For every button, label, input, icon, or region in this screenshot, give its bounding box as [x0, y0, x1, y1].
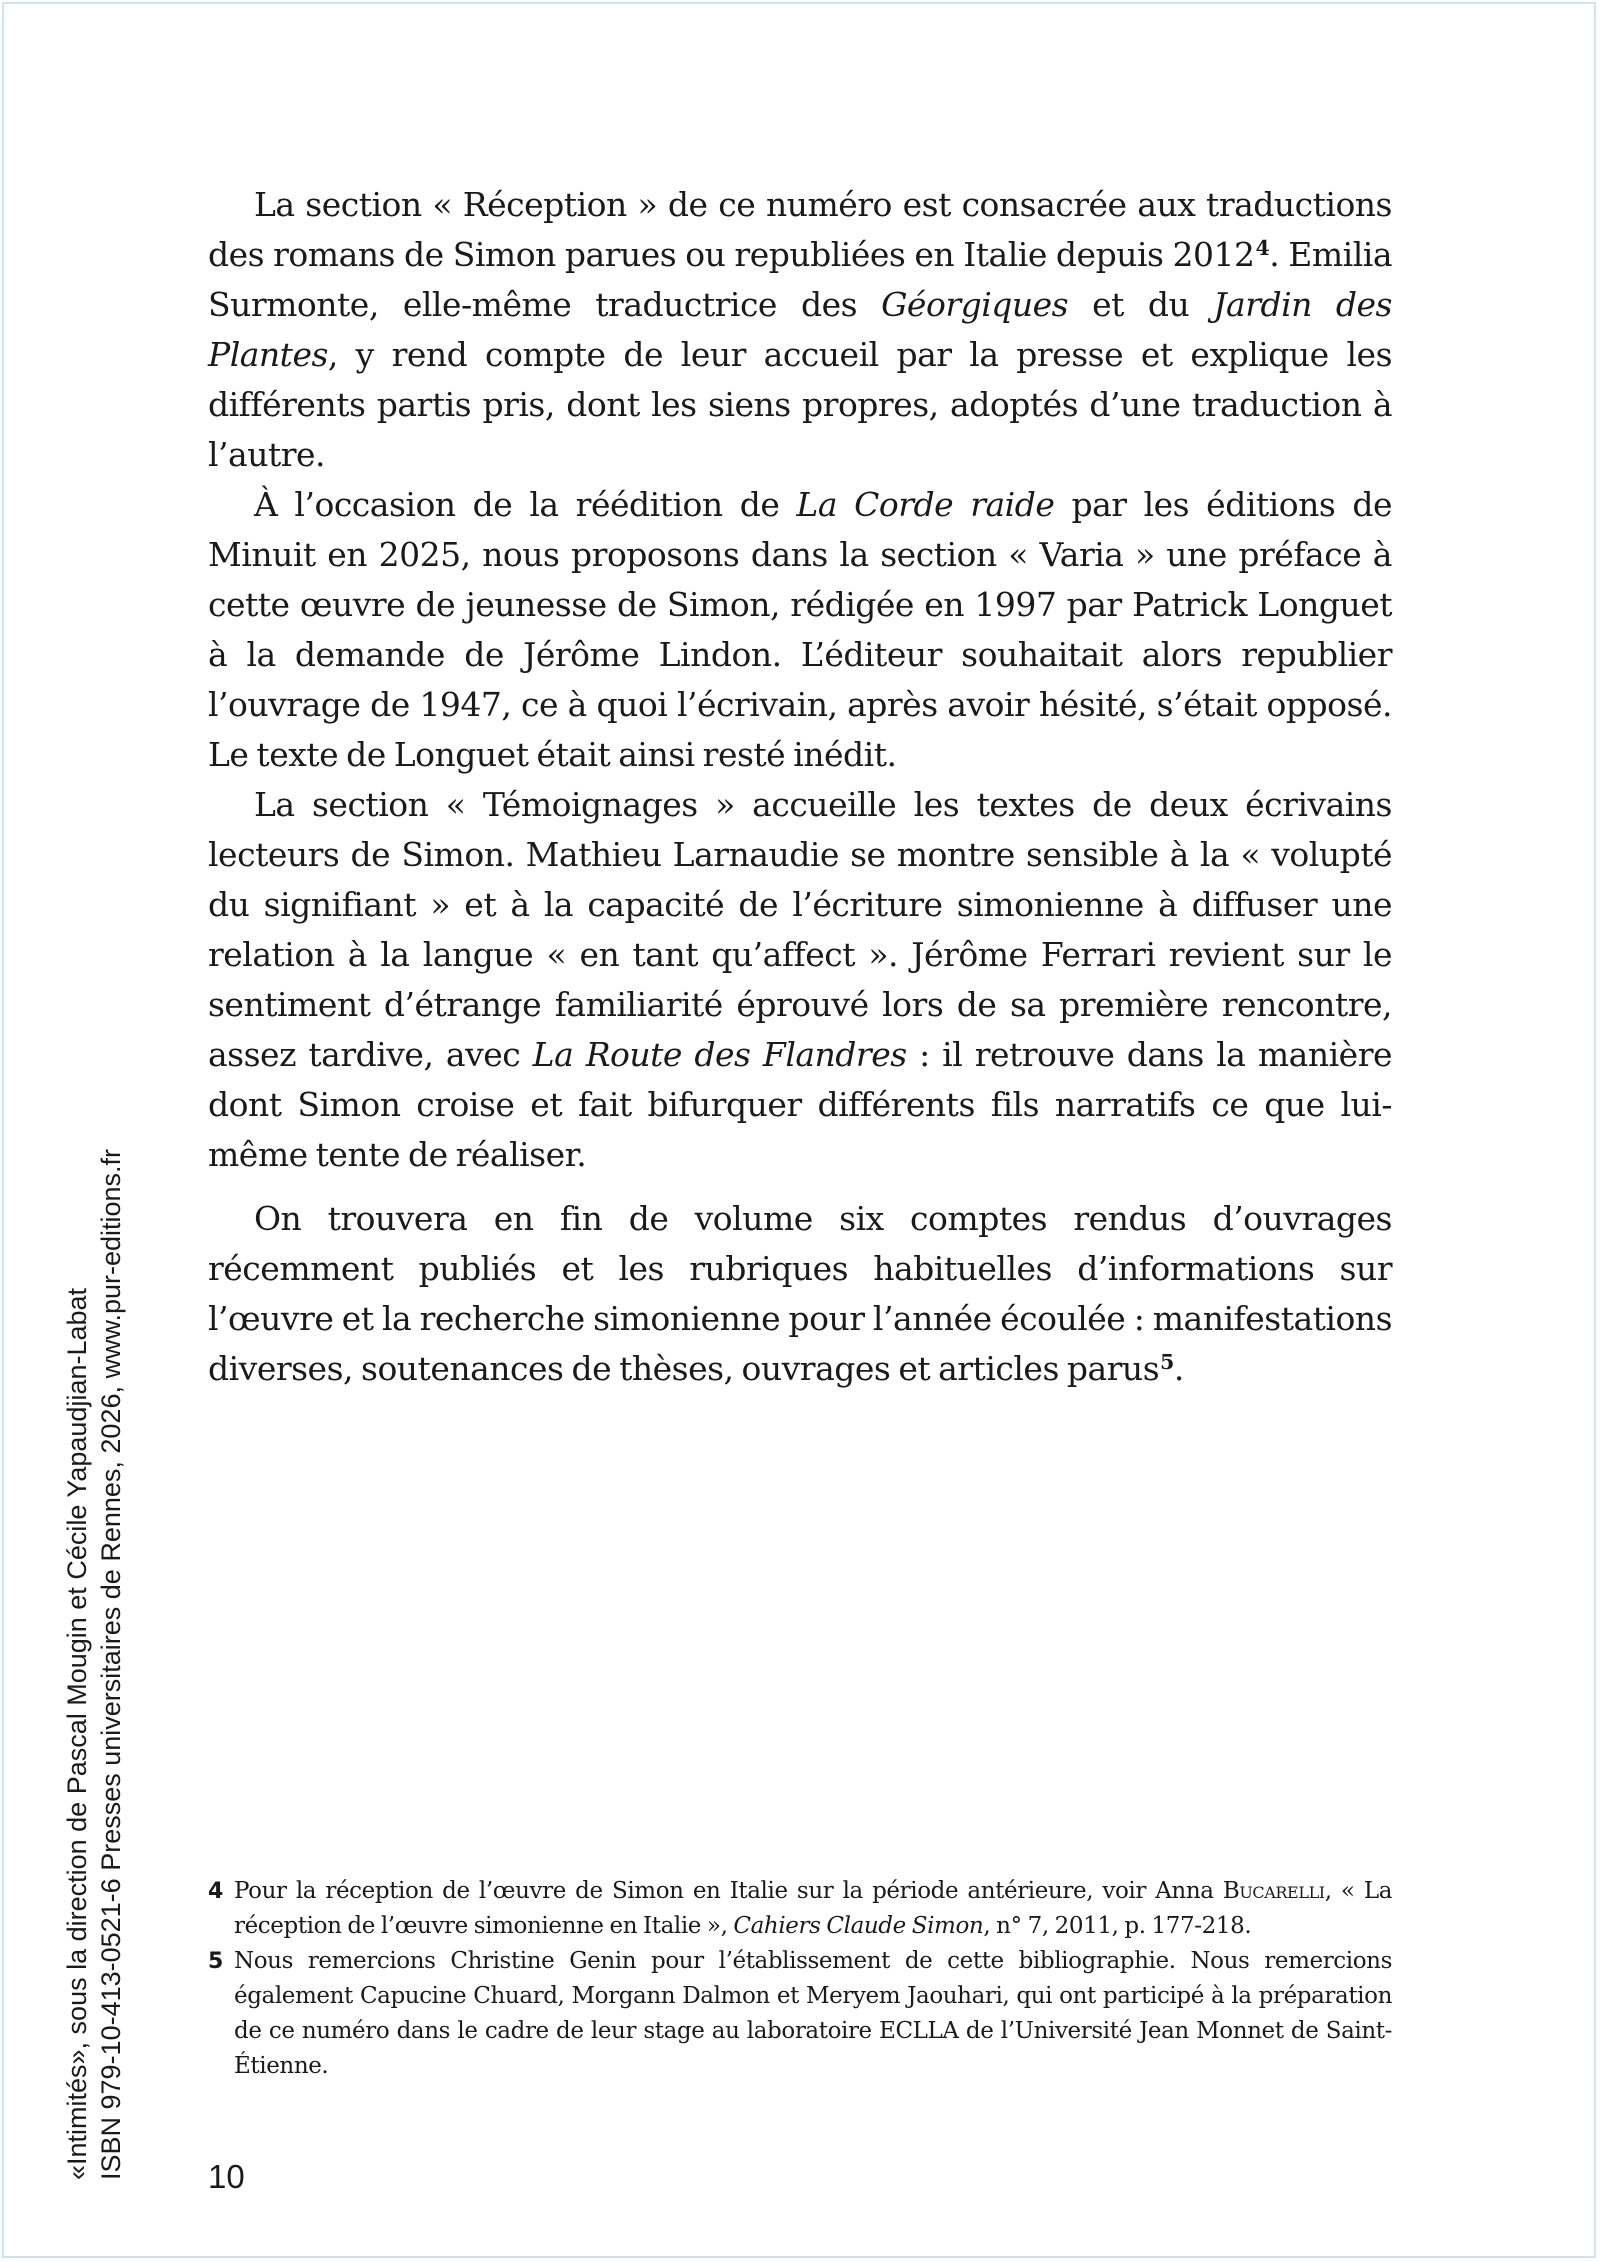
text-run: À l’occasion de la réédition de — [254, 485, 797, 524]
text-run: , n° 7, 2011, p. 177-218. — [983, 1913, 1252, 1939]
text-run: Pour la réception de l’œuvre de Simon en Italie sur la période antérieure, voir Anna — [234, 1878, 1223, 1904]
title-jardin-des-plantes: Jardin des Plantes — [208, 285, 1392, 374]
text-run: La section « Témoignages » accueille les textes de deux écrivains lecteurs de Simon. Mathieu Larnaudie se montre sensible à la « volupté du signifiant » et à la capacité de l’écriture simonienne à diffuser une relation à la langue « en tant qu’affect ». Jérôme Ferrari revient sur le sentiment d’étrange familiarité éprouvé lors de sa première rencontre, assez tardive, avec — [208, 785, 1392, 1074]
footnote-text: Nous remercions Christine Genin pour l’établissement de cette bibliographie. Nous remercions également Capucine Chuard, Morgann Dalmon et Meryem Jaouhari, qui ont participé à la préparation de ce numéro dans le cadre de leur stage au laboratoire ECLLA de l’Université Jean Monnet de Saint-Étienne. — [234, 1948, 1392, 2079]
text-run: On trouvera en fin de volume six comptes rendus d’ouvrages récemment publiés et les rubriques habituelles d’informations sur l’œuvre et la recherche simonienne pour l’année écoulée : manifestations diverses, soutenances de thèses, ouvrages et articles parus — [208, 1199, 1392, 1388]
footnote-ref-4[interactable]: 4 — [1255, 235, 1270, 260]
footnote-number: 4 — [208, 1879, 223, 1904]
text-run: La section « Réception » de ce numéro est consacrée aux traductions des romans de Simon parues ou republiées en Italie depuis 2012 — [208, 185, 1392, 274]
paragraph-temoignages — [208, 780, 1392, 1180]
title-la-corde-raide: La Corde raide — [796, 485, 1055, 524]
paragraph-comptes-rendus — [208, 1194, 1392, 1394]
footnote-5 — [208, 1944, 1392, 2084]
text-run: et du — [1068, 285, 1214, 324]
text-run: . — [1173, 1349, 1184, 1388]
journal-title: Cahiers Claude Simon — [733, 1913, 984, 1939]
text-run: par les éditions de Minuit en 2025, nous proposons dans la section « Varia » une préface à cette œuvre de jeunesse de Simon, rédigée en 1997 par Patrick Longuet à la demande de Jérôme Lindon. L’éditeur souhaitait alors republier l’ouvrage de 1947, ce à quoi l’écrivain, après avoir hésité, s’était opposé. Le texte de Longuet était ainsi resté inédit. — [208, 485, 1392, 774]
text-run: , « La réception de l’œuvre simonienne en Italie », — [234, 1878, 1393, 1939]
footnote-4 — [208, 1874, 1392, 1944]
title-la-route-des-flandres: La Route des Flandres — [532, 1035, 907, 1074]
side-credit — [60, 980, 128, 2180]
footnotes — [208, 1874, 1392, 2084]
text-run: . Emilia Surmonte, elle-même traductrice des — [208, 235, 1392, 324]
page-number: 10 — [208, 2158, 245, 2195]
title-georgiques: Géorgiques — [881, 285, 1069, 324]
text-run: , y rend compte de leur accueil par la presse et explique les différents partis pris, dont les siens propres, adoptés d’une traduction à l’autre. — [208, 335, 1392, 474]
credit-line-title: «Intimités», sous la direction de Pascal Mougin et Cécile Yapaudjian-Labat — [62, 1287, 92, 2180]
footnote-number: 5 — [208, 1949, 223, 1974]
author-name: Bucarelli — [1222, 1878, 1325, 1904]
footnote-text — [234, 1874, 1392, 1944]
main-text — [208, 180, 1392, 1394]
footnote-ref-5[interactable]: 5 — [1160, 1349, 1174, 1374]
text-run: : il retrouve dans la manière dont Simon croise et fait bifurquer différents fils narratifs ce que lui-même tente de réaliser. — [208, 1035, 1392, 1174]
paragraph-varia — [208, 480, 1392, 780]
paragraph-reception — [208, 180, 1392, 480]
credit-line-isbn[interactable]: ISBN 979-10-413-0521-6 Presses universitaires de Rennes, 2026, www.pur-editions.fr — [96, 1148, 126, 2180]
